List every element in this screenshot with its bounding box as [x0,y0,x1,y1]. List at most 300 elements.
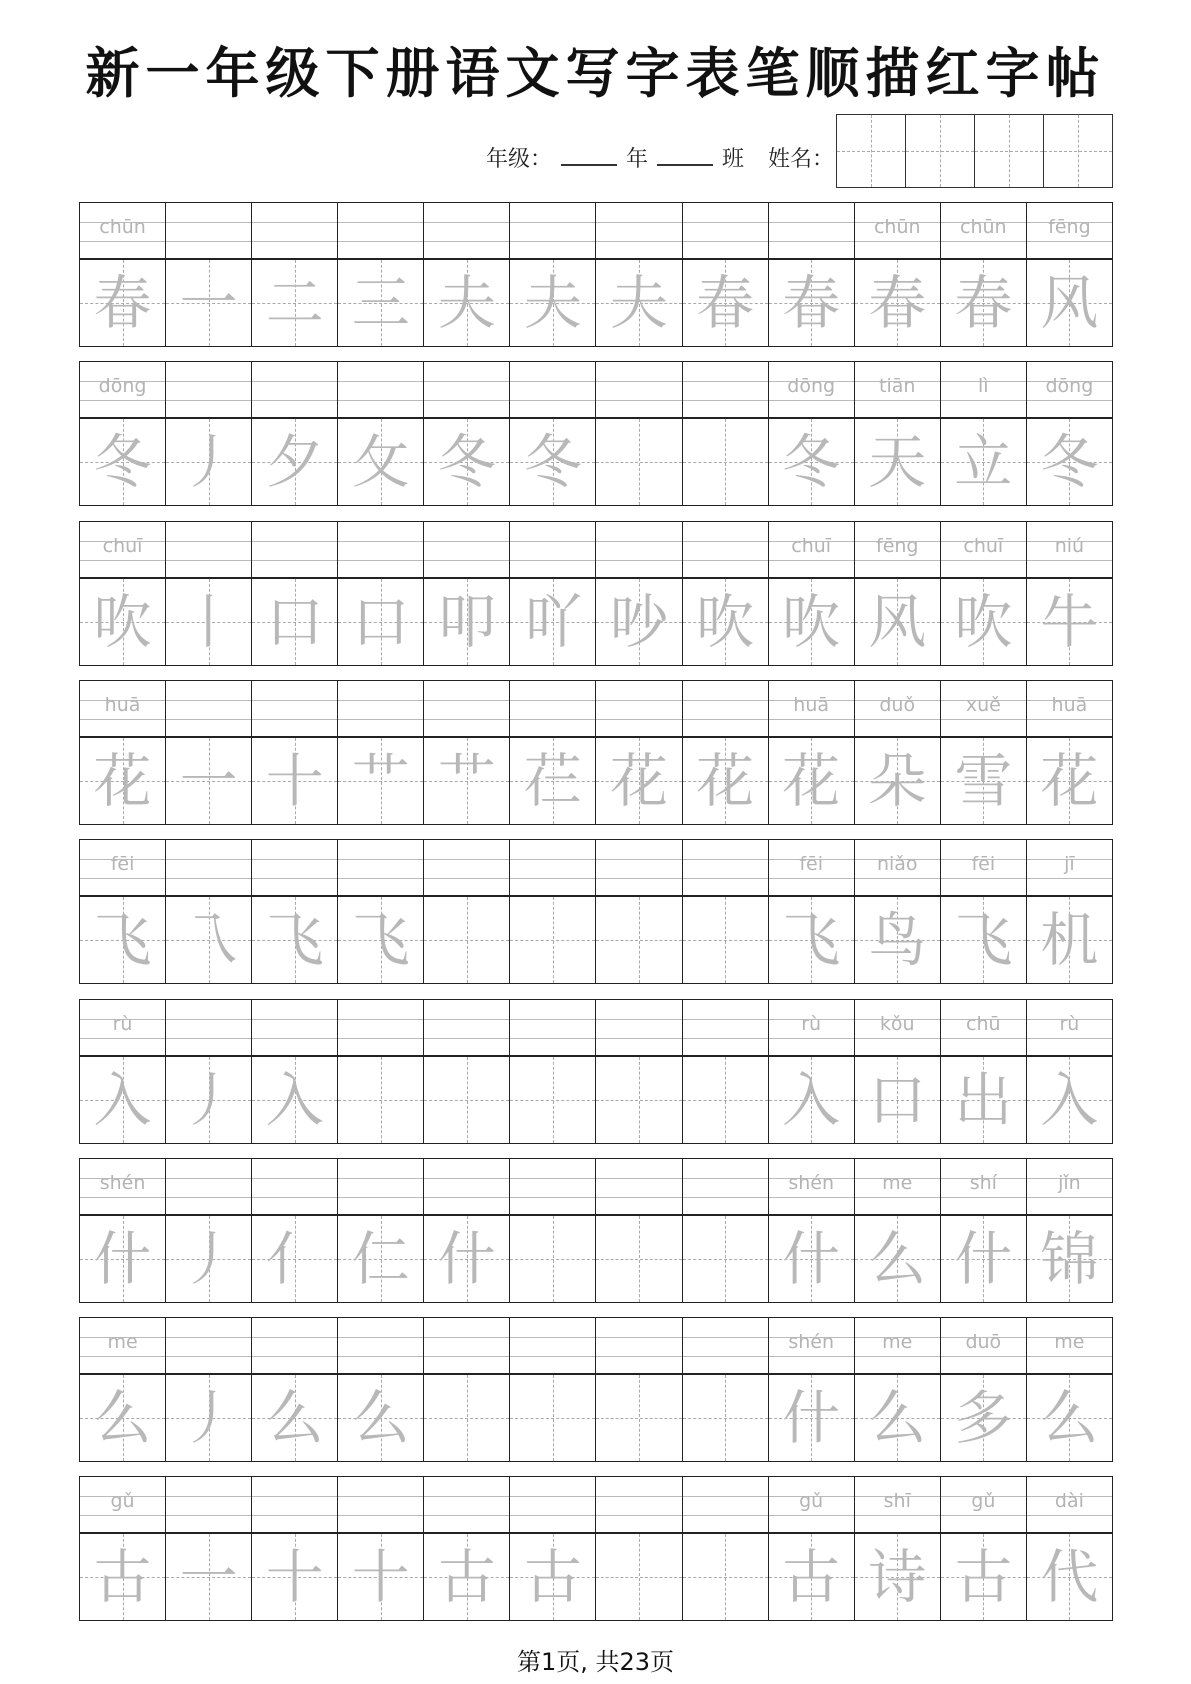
pinyin-cell[interactable] [80,681,166,736]
tianzige-cell[interactable] [80,419,166,505]
pinyin-text: dōng [787,375,836,398]
trace-character: 十 [265,1543,324,1612]
pinyin-cell[interactable] [80,840,166,895]
tianzige-cell[interactable] [1027,419,1112,505]
pinyin-cell[interactable] [596,203,682,258]
tianzige-cell[interactable] [855,738,941,824]
pinyin-cell[interactable] [510,1159,596,1214]
pinyin-cell[interactable] [769,1159,855,1214]
class-blank[interactable] [657,146,713,166]
pinyin-text: kǒu [879,1012,915,1035]
tianzige-cell[interactable] [166,1057,252,1143]
trace-character: 吹 [93,587,152,656]
trace-character: 夕 [265,428,324,497]
pinyin-cell[interactable] [424,1159,510,1214]
tianzige-cell[interactable] [338,579,424,665]
trace-character: 冬 [437,428,496,497]
pinyin-cell[interactable] [166,1477,252,1532]
pinyin-cell[interactable] [252,1000,338,1055]
name-box[interactable] [1044,115,1112,187]
tianzige-cell[interactable] [683,419,769,505]
tianzige-cell[interactable] [252,1057,338,1143]
pinyin-cell[interactable] [769,362,855,417]
pinyin-cell[interactable] [596,840,682,895]
pinyin-text: jǐn [1058,1171,1081,1194]
pinyin-cell[interactable] [510,1318,596,1373]
pinyin-text: fēi [799,853,823,876]
trace-character: 古 [523,1543,582,1612]
tianzige-cell[interactable] [683,579,769,665]
trace-character: 攵 [351,428,410,497]
tianzige-cell[interactable] [683,1216,769,1302]
tianzige-cell[interactable] [1027,1216,1112,1302]
tianzige-cell[interactable] [855,260,941,346]
pinyin-cell[interactable] [855,1159,941,1214]
pinyin-text: chūn [99,216,146,238]
pinyin-cell[interactable] [941,1477,1027,1532]
pinyin-cell[interactable] [166,1000,252,1055]
tianzige-cell[interactable] [683,1057,769,1143]
trace-character: 入 [782,1065,841,1134]
character-strip [79,260,1113,347]
pinyin-cell[interactable] [80,203,166,258]
pinyin-cell[interactable] [596,1477,682,1532]
pinyin-text: tiān [879,375,916,398]
tianzige-cell[interactable] [166,260,252,346]
pinyin-cell[interactable] [855,1477,941,1532]
pinyin-cell[interactable] [424,203,510,258]
pinyin-cell[interactable] [338,1000,424,1055]
tianzige-cell[interactable] [252,419,338,505]
pinyin-cell[interactable] [596,681,682,736]
pinyin-cell[interactable] [1027,1159,1112,1214]
pinyin-cell[interactable] [252,522,338,577]
trace-character: 朵 [868,746,927,815]
pinyin-cell[interactable] [1027,203,1112,258]
pinyin-cell[interactable] [80,522,166,577]
tianzige-cell[interactable] [252,1216,338,1302]
tianzige-cell[interactable] [338,1057,424,1143]
tianzige-cell[interactable] [941,1216,1027,1302]
pinyin-cell[interactable] [338,840,424,895]
trace-character: 什 [782,1224,841,1293]
pinyin-cell[interactable] [1027,1477,1112,1532]
pinyin-text: rù [112,1012,133,1035]
pinyin-cell[interactable] [769,840,855,895]
pinyin-cell[interactable] [1027,522,1112,577]
pinyin-cell[interactable] [683,1159,769,1214]
pinyin-cell[interactable] [683,203,769,258]
pinyin-cell[interactable] [424,362,510,417]
pinyin-text: rù [801,1012,822,1035]
pinyin-cell[interactable] [596,1318,682,1373]
tianzige-cell[interactable] [596,1534,682,1620]
tianzige-cell[interactable] [510,1216,596,1302]
pinyin-text: huā [1051,693,1088,716]
tianzige-cell[interactable] [510,897,596,983]
tianzige-cell[interactable] [683,1375,769,1461]
pinyin-cell[interactable] [166,1159,252,1214]
tianzige-cell[interactable] [338,1375,424,1461]
tianzige-cell[interactable] [769,1057,855,1143]
tianzige-cell[interactable] [424,579,510,665]
tianzige-cell[interactable] [338,738,424,824]
pinyin-cell[interactable] [683,840,769,895]
tianzige-cell[interactable] [338,260,424,346]
tianzige-cell[interactable] [166,1375,252,1461]
tianzige-cell[interactable] [424,1534,510,1620]
pinyin-cell[interactable] [510,681,596,736]
tianzige-cell[interactable] [510,738,596,824]
pinyin-cell[interactable] [855,1318,941,1373]
tianzige-cell[interactable] [1027,1534,1112,1620]
trace-character: 丿 [179,1384,238,1453]
pinyin-cell[interactable] [424,522,510,577]
pinyin-cell[interactable] [941,203,1027,258]
tianzige-cell[interactable] [166,419,252,505]
pinyin-text: shén [788,1331,834,1354]
tianzige-cell[interactable] [338,1216,424,1302]
name-box[interactable] [975,115,1044,187]
pinyin-text: me [882,1331,913,1354]
tianzige-cell[interactable] [166,1216,252,1302]
pinyin-cell[interactable] [769,1318,855,1373]
trace-character: 艹 [351,746,410,815]
pinyin-text: gǔ [971,1490,996,1513]
tianzige-cell[interactable] [424,1057,510,1143]
pinyin-cell[interactable] [252,1318,338,1373]
pinyin-cell[interactable] [166,522,252,577]
pinyin-text: dōng [1045,375,1094,398]
tianzige-cell[interactable] [1027,1057,1112,1143]
tianzige-cell[interactable] [510,260,596,346]
pinyin-cell[interactable] [424,1000,510,1055]
pinyin-text: huā [104,693,141,716]
grade-year-blank[interactable] [561,146,617,166]
trace-character: 什 [782,1384,841,1453]
tianzige-cell[interactable] [596,260,682,346]
tianzige-cell[interactable] [941,419,1027,505]
tianzige-cell[interactable] [769,1375,855,1461]
pinyin-cell[interactable] [769,681,855,736]
tianzige-cell[interactable] [855,419,941,505]
tianzige-cell[interactable] [941,738,1027,824]
tianzige-cell[interactable] [424,897,510,983]
tianzige-cell[interactable] [596,1375,682,1461]
tianzige-cell[interactable] [424,1216,510,1302]
tianzige-cell[interactable] [338,419,424,505]
tianzige-cell[interactable] [424,738,510,824]
pinyin-strip [79,999,1113,1057]
pinyin-cell[interactable] [855,840,941,895]
tianzige-cell[interactable] [80,260,166,346]
trace-character: 一 [179,746,238,815]
pinyin-cell[interactable] [338,1159,424,1214]
tianzige-cell[interactable] [769,1216,855,1302]
pinyin-cell[interactable] [855,203,941,258]
practice-row [79,839,1113,984]
tianzige-cell[interactable] [166,738,252,824]
trace-character: 冬 [1040,428,1099,497]
pinyin-cell[interactable] [683,1318,769,1373]
trace-character: 出 [954,1065,1013,1134]
pinyin-text: me [107,1331,138,1354]
tianzige-cell[interactable] [510,1375,596,1461]
character-strip [79,1057,1113,1144]
pinyin-cell[interactable] [424,840,510,895]
pinyin-cell[interactable] [941,681,1027,736]
tianzige-cell[interactable] [80,579,166,665]
pinyin-cell[interactable] [855,681,941,736]
pinyin-text: fēng [876,534,919,557]
pinyin-cell[interactable] [596,1000,682,1055]
tianzige-cell[interactable] [252,260,338,346]
pinyin-cell[interactable] [80,1000,166,1055]
tianzige-cell[interactable] [683,1534,769,1620]
pinyin-cell[interactable] [855,522,941,577]
tianzige-cell[interactable] [252,1534,338,1620]
pinyin-text: niǎo [876,853,918,876]
tianzige-cell[interactable] [510,579,596,665]
pinyin-cell[interactable] [252,1477,338,1532]
tianzige-cell[interactable] [941,1375,1027,1461]
name-box[interactable] [906,115,975,187]
pinyin-cell[interactable] [166,840,252,895]
pinyin-cell[interactable] [596,362,682,417]
trace-character: 吖 [523,587,582,656]
tianzige-cell[interactable] [855,1534,941,1620]
pinyin-text: shī [883,1490,911,1513]
tianzige-cell[interactable] [769,1534,855,1620]
pinyin-cell[interactable] [510,1000,596,1055]
year-label: 年 [626,147,649,172]
pinyin-cell[interactable] [166,362,252,417]
tianzige-cell[interactable] [1027,738,1112,824]
tianzige-cell[interactable] [941,579,1027,665]
trace-character: 冬 [782,428,841,497]
pinyin-cell[interactable] [941,362,1027,417]
pinyin-cell[interactable] [683,1000,769,1055]
tianzige-cell[interactable] [1027,579,1112,665]
name-box[interactable] [837,115,906,187]
pinyin-cell[interactable] [683,681,769,736]
tianzige-cell[interactable] [769,260,855,346]
tianzige-cell[interactable] [1027,260,1112,346]
pinyin-cell[interactable] [338,1318,424,1373]
tianzige-cell[interactable] [596,897,682,983]
pinyin-cell[interactable] [1027,1000,1112,1055]
tianzige-cell[interactable] [80,1375,166,1461]
pinyin-cell[interactable] [252,1159,338,1214]
pinyin-text: gǔ [110,1490,135,1513]
tianzige-cell[interactable] [338,897,424,983]
pinyin-cell[interactable] [338,203,424,258]
tianzige-cell[interactable] [252,738,338,824]
pinyin-cell[interactable] [252,840,338,895]
trace-character: 花 [93,746,152,815]
trace-character: 春 [93,269,152,337]
pinyin-cell[interactable] [769,203,855,258]
practice-row [79,680,1113,825]
tianzige-cell[interactable] [855,1375,941,1461]
trace-character: 古 [782,1543,841,1612]
pinyin-cell[interactable] [338,362,424,417]
tianzige-cell[interactable] [80,1216,166,1302]
pinyin-cell[interactable] [510,840,596,895]
pinyin-cell[interactable] [941,1159,1027,1214]
pinyin-cell[interactable] [166,1318,252,1373]
tianzige-cell[interactable] [941,1057,1027,1143]
pinyin-cell[interactable] [769,522,855,577]
trace-character: 么 [1040,1384,1099,1453]
trace-character: 花 [696,746,755,815]
pinyin-cell[interactable] [510,522,596,577]
pinyin-cell[interactable] [941,1000,1027,1055]
tianzige-cell[interactable] [80,738,166,824]
pinyin-cell[interactable] [769,1477,855,1532]
practice-row [79,202,1113,347]
pinyin-cell[interactable] [941,522,1027,577]
pinyin-cell[interactable] [941,1318,1027,1373]
tianzige-cell[interactable] [769,579,855,665]
tianzige-cell[interactable] [855,897,941,983]
tianzige-cell[interactable] [596,419,682,505]
pinyin-cell[interactable] [941,840,1027,895]
pinyin-cell[interactable] [769,1000,855,1055]
tianzige-cell[interactable] [941,897,1027,983]
tianzige-cell[interactable] [769,738,855,824]
tianzige-cell[interactable] [166,897,252,983]
character-strip [79,1216,1113,1303]
pinyin-cell[interactable] [855,362,941,417]
pinyin-cell[interactable] [252,681,338,736]
pinyin-cell[interactable] [1027,362,1112,417]
pinyin-strip [79,839,1113,897]
tianzige-cell[interactable] [941,1534,1027,1620]
tianzige-cell[interactable] [80,1534,166,1620]
tianzige-cell[interactable] [166,579,252,665]
pinyin-text: fēng [1048,216,1091,238]
tianzige-cell[interactable] [510,419,596,505]
tianzige-cell[interactable] [683,738,769,824]
trace-character: 诗 [868,1543,927,1612]
tianzige-cell[interactable] [683,260,769,346]
tianzige-cell[interactable] [424,419,510,505]
trace-character: 一 [179,1543,238,1612]
character-strip [79,419,1113,506]
trace-character: 入 [265,1065,324,1134]
trace-character: 丿 [179,1224,238,1293]
pinyin-text: chū [966,1012,1001,1035]
trace-character: 天 [868,428,927,497]
tianzige-cell[interactable] [80,1057,166,1143]
tianzige-cell[interactable] [769,897,855,983]
trace-character: 十 [265,746,324,815]
tianzige-cell[interactable] [80,897,166,983]
character-strip [79,1534,1113,1621]
tianzige-cell[interactable] [510,1534,596,1620]
pinyin-cell[interactable] [424,1318,510,1373]
pinyin-cell[interactable] [596,522,682,577]
pinyin-cell[interactable] [80,1318,166,1373]
tianzige-cell[interactable] [596,1216,682,1302]
pinyin-cell[interactable] [510,1477,596,1532]
pinyin-cell[interactable] [166,681,252,736]
trace-character: 叩 [437,587,496,656]
trace-character: 艹 [437,746,496,815]
pinyin-cell[interactable] [252,362,338,417]
pinyin-cell[interactable] [80,362,166,417]
pinyin-cell[interactable] [338,1477,424,1532]
tianzige-cell[interactable] [166,1534,252,1620]
trace-character: 夫 [523,269,582,337]
trace-character: 风 [868,587,927,656]
pinyin-cell[interactable] [510,362,596,417]
pinyin-cell[interactable] [338,522,424,577]
pinyin-cell[interactable] [510,203,596,258]
pinyin-cell[interactable] [252,203,338,258]
pinyin-cell[interactable] [1027,840,1112,895]
pinyin-cell[interactable] [80,1477,166,1532]
tianzige-cell[interactable] [1027,1375,1112,1461]
tianzige-cell[interactable] [596,738,682,824]
trace-character: 雪 [954,746,1013,815]
tianzige-cell[interactable] [252,1375,338,1461]
tianzige-cell[interactable] [252,897,338,983]
tianzige-cell[interactable] [855,1216,941,1302]
tianzige-cell[interactable] [510,1057,596,1143]
trace-character: 口 [265,587,324,656]
tianzige-cell[interactable] [252,579,338,665]
pinyin-cell[interactable] [683,522,769,577]
tianzige-cell[interactable] [855,1057,941,1143]
pinyin-cell[interactable] [683,362,769,417]
tianzige-cell[interactable] [596,579,682,665]
trace-character: 丿 [179,1065,238,1134]
trace-character: 牛 [1040,587,1099,656]
tianzige-cell[interactable] [338,1534,424,1620]
trace-character: 丿 [179,428,238,497]
tianzige-cell[interactable] [424,260,510,346]
tianzige-cell[interactable] [596,1057,682,1143]
pinyin-cell[interactable] [596,1159,682,1214]
pinyin-cell[interactable] [1027,1318,1112,1373]
pinyin-cell[interactable] [1027,681,1112,736]
tianzige-cell[interactable] [424,1375,510,1461]
class-label: 班 [722,147,745,172]
tianzige-cell[interactable] [1027,897,1112,983]
trace-character: 吹 [954,587,1013,656]
tianzige-cell[interactable] [769,419,855,505]
trace-character: 古 [93,1543,152,1612]
trace-character: 春 [868,269,927,337]
trace-character: 飞 [265,906,324,975]
pinyin-text: xuě [965,693,1001,716]
pinyin-cell[interactable] [166,203,252,258]
trace-character: 入 [93,1065,152,1134]
pinyin-cell[interactable] [338,681,424,736]
tianzige-cell[interactable] [683,897,769,983]
pinyin-cell[interactable] [424,681,510,736]
trace-character: 么 [265,1384,324,1453]
tianzige-cell[interactable] [941,260,1027,346]
practice-row [79,521,1113,666]
pinyin-cell[interactable] [80,1159,166,1214]
pinyin-cell[interactable] [855,1000,941,1055]
pinyin-cell[interactable] [683,1477,769,1532]
tianzige-cell[interactable] [855,579,941,665]
pinyin-cell[interactable] [424,1477,510,1532]
